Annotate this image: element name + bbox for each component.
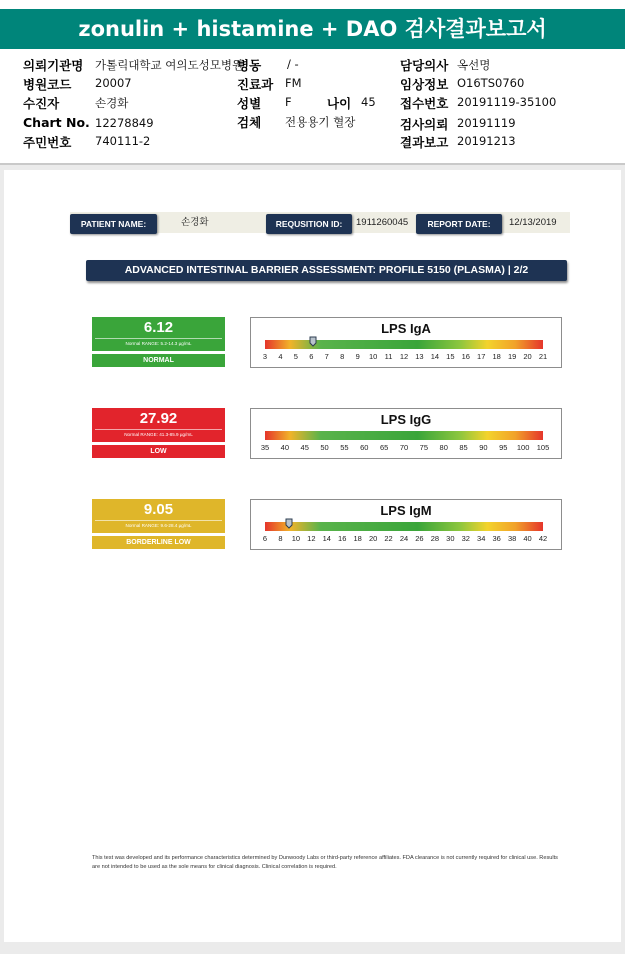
scale-tick-label: 18 <box>353 534 362 543</box>
clinical-info-label: 임상정보 <box>400 77 449 92</box>
scale-tick-label: 5 <box>293 352 298 361</box>
receipt-no-value: 20191119-35100 <box>457 95 557 109</box>
result-value: 9.05 <box>143 501 174 518</box>
scale-tick-label: 42 <box>538 534 548 543</box>
patient-name-label: PATIENT NAME: <box>70 214 157 234</box>
scale-tick-label: 70 <box>399 443 409 452</box>
institution-label: 의뢰기관명 <box>23 58 84 73</box>
report-date-label-bar: REPORT DATE: <box>416 214 502 234</box>
scale-tick-label: 15 <box>446 352 455 361</box>
scale-tick-label: 36 <box>492 534 501 543</box>
chart-no-label: Chart No. <box>23 115 90 130</box>
result-value: 6.12 <box>143 319 174 336</box>
scale-title: LPS IgM <box>380 503 432 518</box>
result-value-box <box>92 317 225 351</box>
scale-tick-label: 32 <box>461 534 470 543</box>
result-flag: LOW <box>92 445 225 458</box>
sex-label: 성별 <box>237 96 262 111</box>
requisition-label: REQUSITION ID: <box>266 214 352 234</box>
resident-no-label: 주민번호 <box>23 135 72 150</box>
scale-tick-label: 21 <box>538 352 548 361</box>
specimen-label: 검체 <box>237 115 262 130</box>
scale-title: LPS IgA <box>381 321 431 336</box>
scale-tick-label: 13 <box>415 352 424 361</box>
receipt-no-label: 접수번호 <box>400 96 449 111</box>
scale-tick-label: 3 <box>262 352 268 361</box>
section-title: ADVANCED INTESTINAL BARRIER ASSESSMENT: PROFILE 5150 (PLASMA) | 2/2 <box>86 260 567 281</box>
scale-tick-label: 55 <box>340 443 349 452</box>
scale-tick-label: 90 <box>479 443 488 452</box>
scale-tick-label: 16 <box>338 534 347 543</box>
scale-tick-label: 10 <box>291 534 301 543</box>
scale-tick-label: 6 <box>309 352 314 361</box>
patient-value: 손경화 <box>95 96 129 110</box>
scale-tick-label: 75 <box>419 443 429 452</box>
scale-tick-label: 8 <box>340 352 345 361</box>
scale-tick-label: 9 <box>355 352 360 361</box>
institution-value: 가톨릭대학교 여의도성모병원 <box>95 58 244 72</box>
scale-tick-label: 22 <box>384 534 393 543</box>
scale-tick-label: 19 <box>507 352 517 361</box>
scale-tick-label: 50 <box>320 443 329 452</box>
scale-tick-label: 12 <box>399 352 409 361</box>
doctor-label: 담당의사 <box>400 58 449 73</box>
scale-tick-label: 20 <box>523 352 532 361</box>
scale-tick-label: 26 <box>415 534 424 543</box>
chart-no-value: 12278849 <box>95 116 154 130</box>
scale-tick-label: 80 <box>439 443 448 452</box>
doctor-value: 옥선명 <box>457 58 491 72</box>
scale-tick-label: 10 <box>368 352 378 361</box>
scale-tick-label: 14 <box>322 534 331 543</box>
scale-tick-label: 85 <box>459 443 468 452</box>
scale-tick-label: 7 <box>324 352 329 361</box>
result-flag: NORMAL <box>92 354 225 367</box>
report-date-value: 20191213 <box>457 134 516 148</box>
scale-gradient-bar <box>265 340 543 349</box>
normal-range: Normal RANGE: 9.6-28.4 µg/mL <box>95 520 222 530</box>
scale-tick-label: 40 <box>280 443 290 452</box>
scale-tick-label: 105 <box>536 443 550 452</box>
scale-tick-label: 17 <box>477 352 486 361</box>
scale-tick-label: 30 <box>446 534 455 543</box>
scale-tick-label: 95 <box>499 443 508 452</box>
scale-tick-label: 8 <box>278 534 283 543</box>
scale-tick-label: 24 <box>399 534 409 543</box>
result-value: 27.92 <box>139 410 178 427</box>
scale-tick-label: 38 <box>507 534 517 543</box>
result-value-box <box>92 499 225 533</box>
scale-tick-label: 18 <box>492 352 501 361</box>
scale-tick-label: 14 <box>430 352 440 361</box>
header-info <box>0 49 625 165</box>
specimen-value: 전용용기 혈장 <box>285 115 356 129</box>
report-title: zonulin + histamine + DAO 검사결과보고서 <box>0 9 625 49</box>
scale-tick-label: 28 <box>430 534 440 543</box>
top-border <box>0 0 625 9</box>
patient-label: 수진자 <box>23 96 60 111</box>
request-date-label: 검사의뢰 <box>400 117 449 132</box>
normal-range: Normal RANGE: 41.3-85.9 µg/mL <box>95 429 222 439</box>
disclaimer: This test was developed and its performance characteristics determined by Dunwoody Labs or third-party reference affiliates. FDA clearance is not currently required for clinical use. Results are not intended to be used as the sole means for clinical diagnosis. Clinical correlation is required. <box>92 855 558 870</box>
scale-tick-label: 12 <box>307 534 316 543</box>
report-date-label: 결과보고 <box>400 135 449 150</box>
request-date-value: 20191119 <box>457 116 516 130</box>
hospital-code-value: 20007 <box>95 76 132 90</box>
ward-value: / - <box>287 57 299 71</box>
clinical-info-value: O16TS0760 <box>457 76 525 90</box>
scale-tick-label: 40 <box>523 534 532 543</box>
scale-tick-label: 65 <box>379 443 389 452</box>
department-label: 진료과 <box>237 77 274 92</box>
scale-tick-label: 11 <box>384 352 393 361</box>
reference-scale <box>250 499 562 550</box>
resident-no-value: 740111-2 <box>95 134 151 148</box>
reference-scale <box>250 408 562 459</box>
age-value: 45 <box>361 95 376 109</box>
result-marker-icon <box>285 518 293 529</box>
normal-range: Normal RANGE: 5.2-14.3 µg/mL <box>95 338 222 348</box>
requisition-value: 1911260045 <box>356 217 409 228</box>
scale-tick-label: 45 <box>300 443 309 452</box>
reference-scale <box>250 317 562 368</box>
age-label: 나이 <box>327 96 352 111</box>
scale-tick-label: 16 <box>461 352 470 361</box>
ward-label: 병동 <box>237 58 262 73</box>
report-date-value-bar: 12/13/2019 <box>509 217 557 228</box>
result-value-box <box>92 408 225 442</box>
scale-title: LPS IgG <box>380 412 432 427</box>
scale-tick-label: 4 <box>278 352 283 361</box>
scale-tick-label: 100 <box>516 443 530 452</box>
report-page <box>4 170 621 942</box>
scale-tick-label: 34 <box>477 534 486 543</box>
scale-gradient-bar <box>265 522 543 531</box>
result-marker-icon <box>309 336 317 347</box>
scale-tick-label: 35 <box>260 443 270 452</box>
scale-tick-label: 20 <box>368 534 378 543</box>
department-value: FM <box>285 76 302 90</box>
scale-tick-label: 60 <box>360 443 369 452</box>
scale-tick-label: 6 <box>262 534 268 543</box>
result-flag: BORDERLINE LOW <box>92 536 225 549</box>
patient-name-value: 손경화 <box>181 217 209 228</box>
sex-value: F <box>285 95 292 109</box>
hospital-code-label: 병원코드 <box>23 77 72 92</box>
scale-gradient-bar <box>265 431 543 440</box>
